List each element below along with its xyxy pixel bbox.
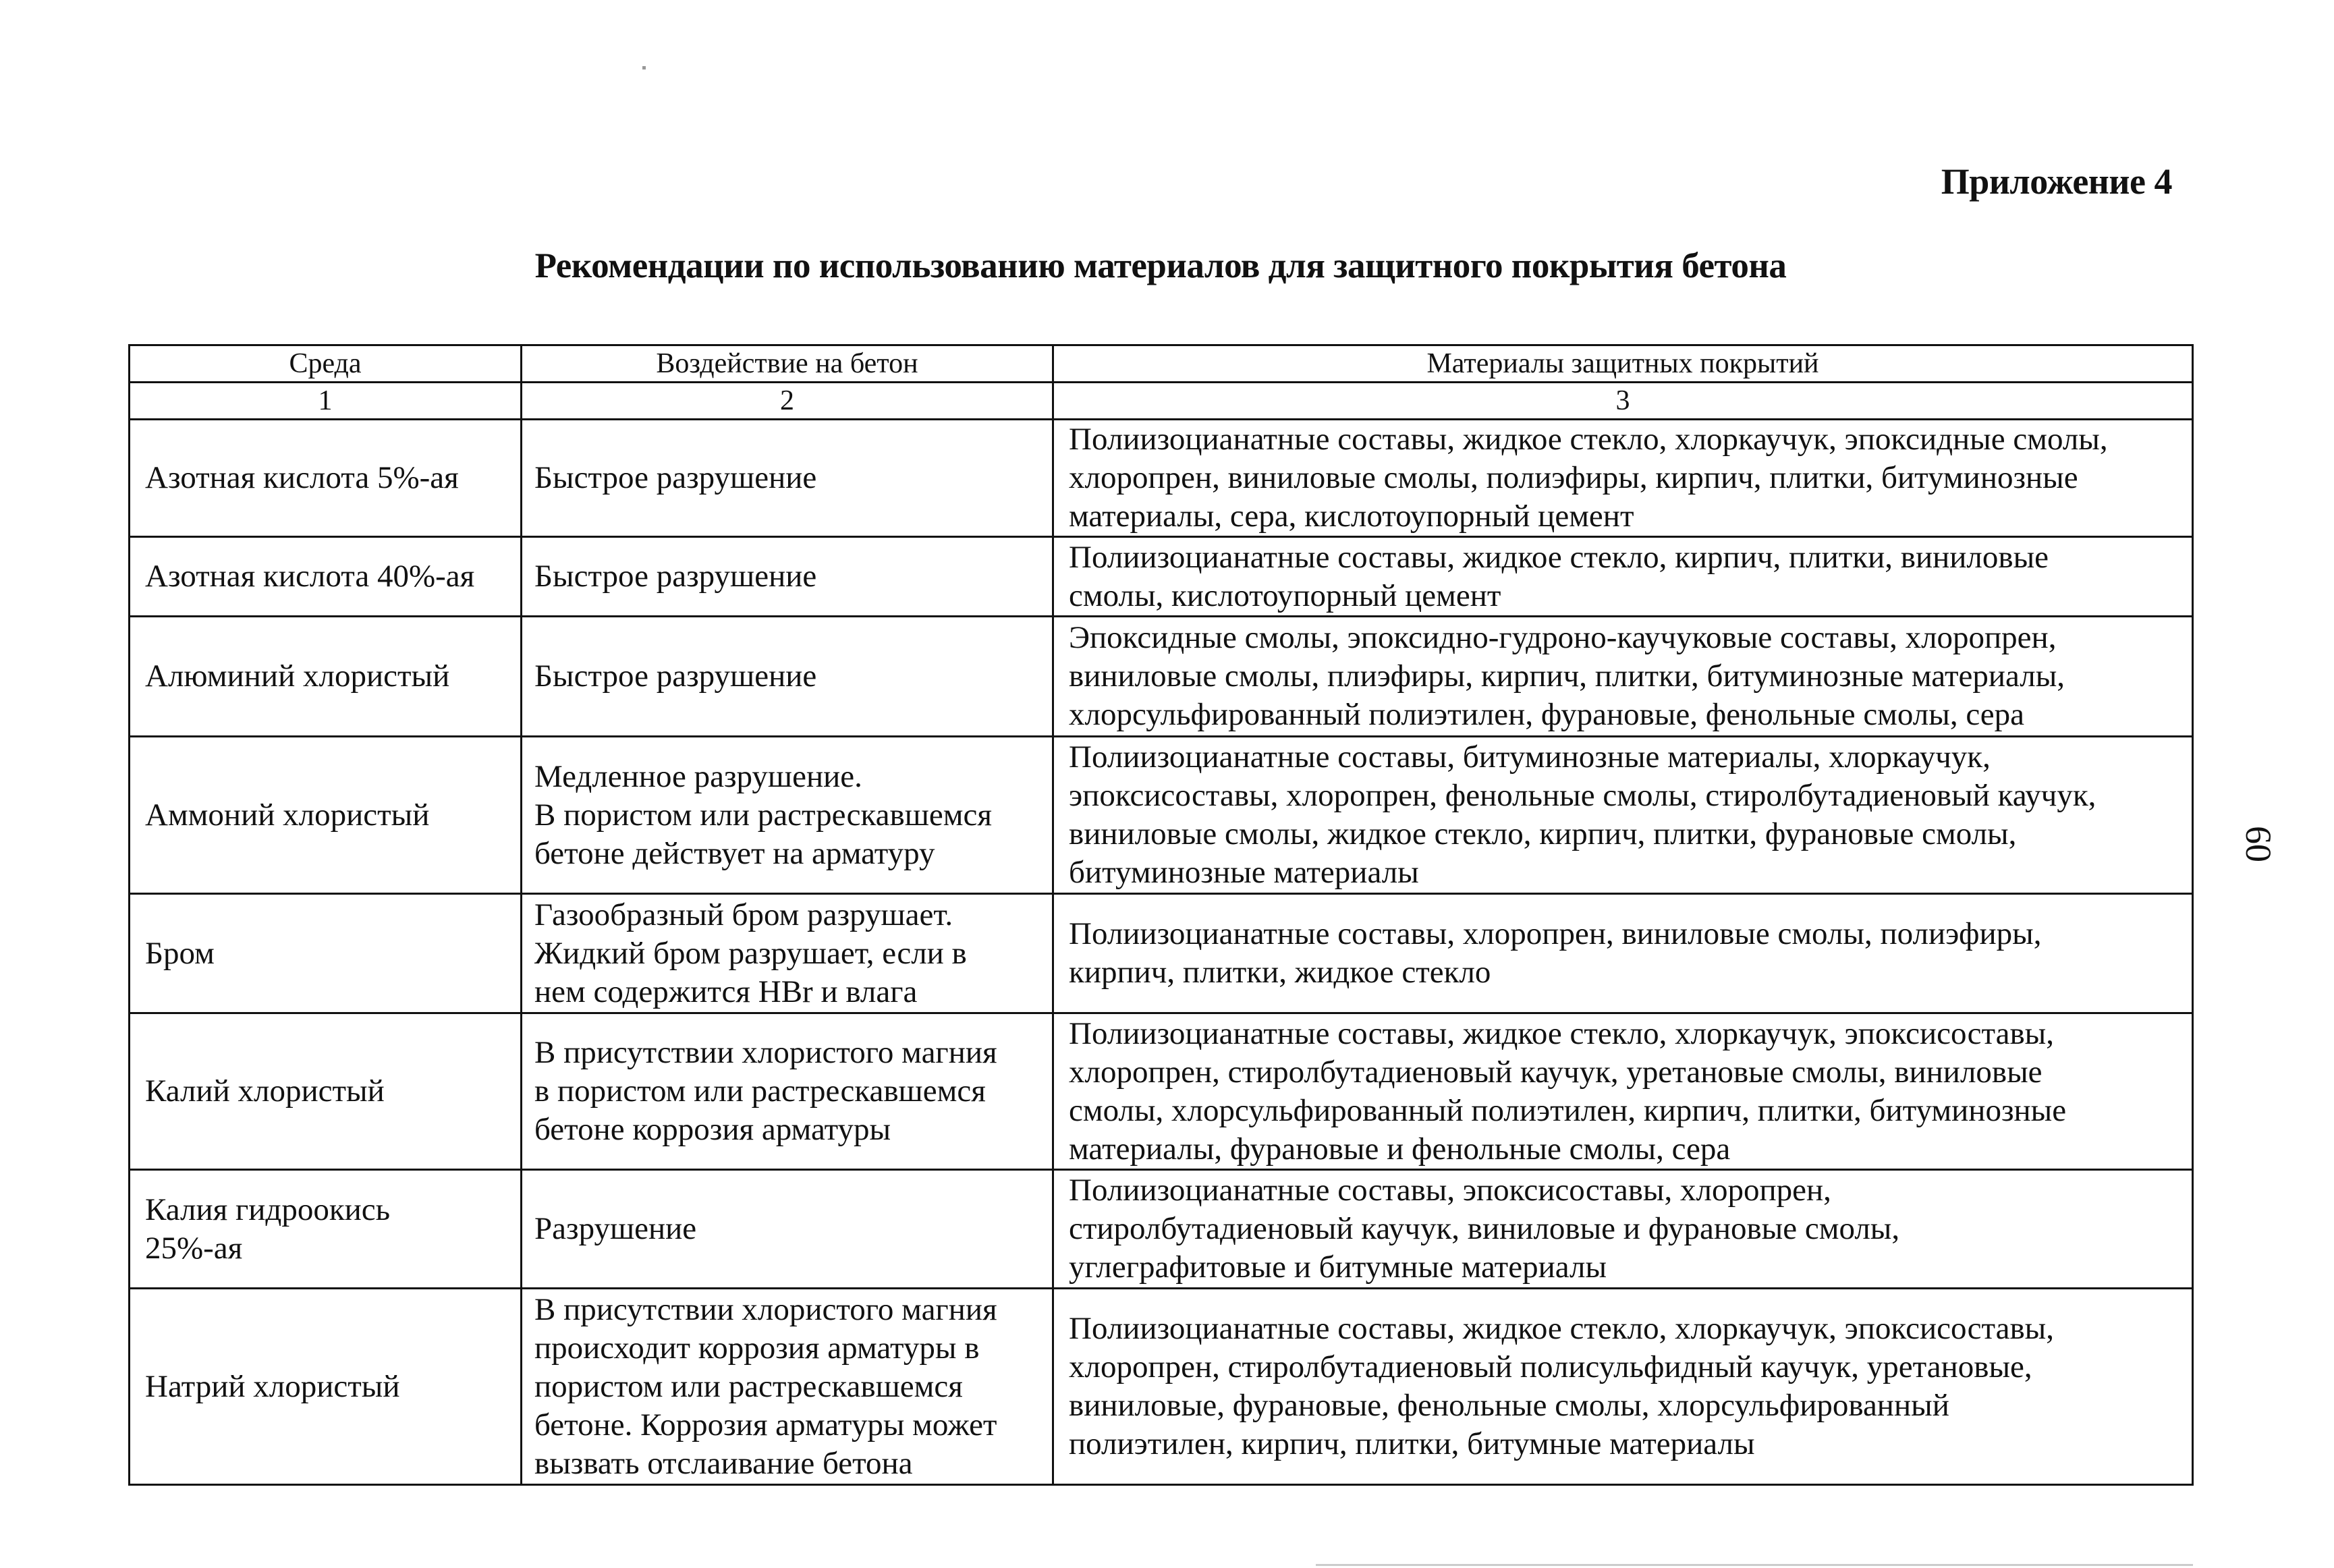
materials-cell [1053,1289,2193,1485]
environment-cell [130,737,522,894]
effect-cell [522,537,1053,617]
effect-cell-line: Жидкий бром разрушает, если в [534,935,967,971]
effect-cell [522,1170,1053,1289]
table-header [130,345,2193,420]
materials-cell-line: Полиизоцианатные составы, жидкое стекло, хлоркаучук, эпоксисоставы, [1069,1311,2054,1346]
environment-cell [130,894,522,1013]
effect-cell-line: в пористом или растрескавшемся [534,1073,986,1109]
column-header-effect: Воздействие на бетон [522,345,1053,383]
environment-cell-line: Алюминий хлористый [145,659,450,694]
effect-cell-line: пористом или растрескавшемся [534,1368,963,1404]
materials-cell-line: смолы, хлорсульфированный полиэтилен, кирпич, плитки, битуминозные [1069,1092,2067,1128]
materials-cell-line: виниловые, фурановые, фенольные смолы, хлорсульфированный [1069,1388,1949,1423]
environment-cell-line: Калия гидроокись [145,1192,391,1227]
materials-cell-line: хлоропрен, виниловые смолы, полиэфиры, кирпич, плитки, битуминозные [1069,460,2078,495]
appendix-label: Приложение 4 [1941,161,2172,202]
table-row [130,617,2193,737]
materials-cell-line: материалы, фурановые и фенольные смолы, сера [1069,1131,1731,1167]
effect-cell-line: Газообразный бром разрушает. [534,897,953,932]
column-header-environment: Среда [130,345,522,383]
materials-cell [1053,894,2193,1013]
materials-cell-line: Полиизоцианатные составы, жидкое стекло, хлоркаучук, эпоксидные смолы, [1069,422,2108,457]
effect-cell-line: бетоне действует на арматуру [534,835,935,871]
table-row [130,420,2193,537]
effect-cell [522,617,1053,737]
materials-cell-line: Полиизоцианатные составы, эпоксисоставы, хлоропрен, [1069,1173,1831,1208]
effect-cell-line: бетоне коррозия арматуры [534,1112,891,1147]
scan-mark-top [642,66,646,69]
column-header-materials: Материалы защитных покрытий [1053,345,2193,383]
effect-cell-line: бетоне. Коррозия арматуры может [534,1407,997,1443]
effect-cell [522,1289,1053,1485]
environment-cell-line: Азотная кислота 40%-ая [145,559,475,594]
materials-cell-line: кирпич, плитки, жидкое стекло [1069,955,1491,990]
environment-cell-line: Калий хлористый [145,1073,385,1109]
environment-cell-line: Натрий хлористый [145,1368,400,1404]
table-body [130,420,2193,1485]
table-row [130,1289,2193,1485]
materials-cell-line: стиролбутадиеновый каучук, виниловые и фурановые смолы, [1069,1211,1900,1246]
column-number-materials: 3 [1053,383,2193,420]
materials-cell-line: Полиизоцианатные составы, битуминозные материалы, хлоркаучук, [1069,739,1991,775]
effect-cell-line: Быстрое разрушение [534,460,817,495]
column-number-effect: 2 [522,383,1053,420]
effect-cell-line: происходит коррозия арматуры в [534,1330,980,1366]
materials-cell-line: материалы, сера, кислотоупорный цемент [1069,499,1634,534]
document-title: Рекомендации по использованию материалов для защитного покрытия бетона [534,246,1787,285]
effect-cell [522,1013,1053,1170]
page-number: 60 [2238,826,2279,862]
materials-cell-line: смолы, кислотоупорный цемент [1069,578,1501,613]
effect-cell [522,894,1053,1013]
header-row-labels [130,345,2193,383]
materials-cell-line: хлорсульфированный полиэтилен, фурановые, фенольные смолы, сера [1069,697,2024,732]
effect-cell [522,737,1053,894]
materials-cell-line: виниловые смолы, плиэфиры, кирпич, плитки, битуминозные материалы, [1069,659,2065,694]
effect-cell-line: Быстрое разрушение [534,659,817,694]
materials-cell-line: виниловые смолы, жидкое стекло, кирпич, плитки, фурановые смолы, [1069,816,2017,851]
table-row [130,1170,2193,1289]
environment-cell [130,420,522,537]
environment-cell [130,1170,522,1289]
environment-cell-line: Аммоний хлористый [145,797,430,833]
materials-cell [1053,1170,2193,1289]
environment-cell [130,537,522,617]
materials-cell-line: хлоропрен, стиролбутадиеновый полисульфидный каучук, уретановые, [1069,1349,2032,1384]
materials-cell-line: полиэтилен, кирпич, плитки, битумные материалы [1069,1426,1755,1461]
materials-cell-line: углеграфитовые и битумные материалы [1069,1250,1607,1285]
environment-cell [130,1289,522,1485]
materials-cell [1053,537,2193,617]
materials-table [128,344,2194,1486]
materials-cell-line: Полиизоцианатные составы, жидкое стекло, кирпич, плитки, виниловые [1069,539,2049,575]
effect-cell-line: вызвать отслаивание бетона [534,1445,913,1481]
environment-cell [130,617,522,737]
header-row-numbers [130,383,2193,420]
table-row [130,894,2193,1013]
effect-cell-line: В пористом или растрескавшемся [534,797,992,833]
materials-cell-line: эпоксисоставы, хлоропрен, фенольные смолы, стиролбутадиеновый каучук, [1069,778,2096,813]
environment-cell-line: 25%-ая [145,1230,243,1266]
materials-cell [1053,617,2193,737]
materials-cell-line: Эпоксидные смолы, эпоксидно-гудроно-каучуковые составы, хлоропрен, [1069,620,2057,655]
effect-cell-line: В присутствии хлористого магния [534,1291,997,1327]
column-number-environment: 1 [130,383,522,420]
materials-cell-line: Полиизоцианатные составы, жидкое стекло, хлоркаучук, эпоксисоставы, [1069,1015,2054,1051]
effect-cell-line: нем содержится HBr и влага [534,974,918,1009]
effect-cell [522,420,1053,537]
environment-cell-line: Бром [145,935,215,971]
effect-cell-line: Быстрое разрушение [534,559,817,594]
effect-cell-line: Медленное разрушение. [534,758,862,794]
table-row [130,1013,2193,1170]
environment-cell [130,1013,522,1170]
environment-cell-line: Азотная кислота 5%-ая [145,460,459,495]
table-row [130,737,2193,894]
effect-cell-line: В присутствии хлористого магния [534,1035,997,1070]
materials-cell [1053,420,2193,537]
materials-cell [1053,1013,2193,1170]
materials-cell [1053,737,2193,894]
materials-cell-line: Полиизоцианатные составы, хлоропрен, виниловые смолы, полиэфиры, [1069,916,2042,951]
scan-mark-bottom [1316,1564,2193,1566]
table-row [130,537,2193,617]
materials-cell-line: хлоропрен, стиролбутадиеновый каучук, уретановые смолы, виниловые [1069,1054,2043,1090]
materials-cell-line: битуминозные материалы [1069,855,1419,890]
effect-cell-line: Разрушение [534,1211,697,1246]
